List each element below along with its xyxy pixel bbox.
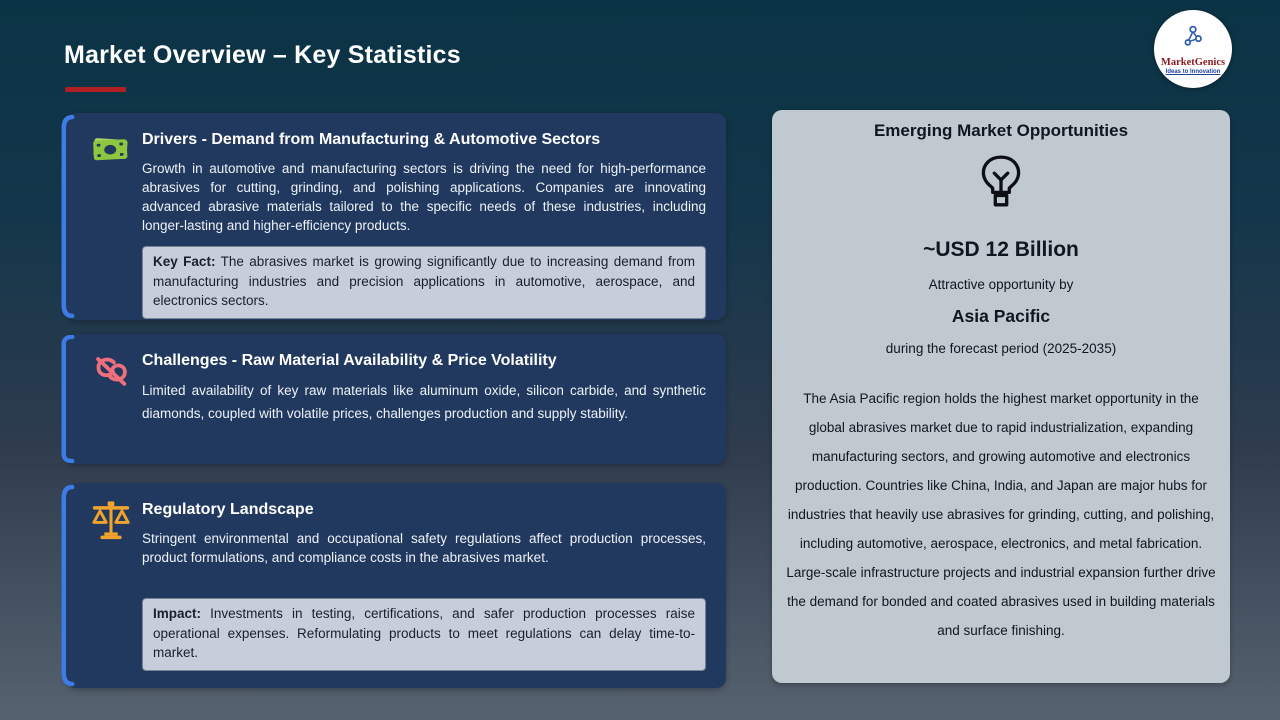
key-fact-callout xyxy=(142,246,706,319)
panel-title: Emerging Market Opportunities xyxy=(873,121,1129,140)
card-challenges xyxy=(66,334,726,464)
page-title: Market Overview – Key Statistics xyxy=(64,41,461,69)
card-drivers-title: Drivers - Demand from Manufacturing & Automotive Sectors xyxy=(142,131,601,148)
card-accent-bracket xyxy=(60,335,75,463)
card-regulatory-body: Stringent environmental and occupational safety regulations affect production processes, product formulations, and compliance costs in the abrasives market. xyxy=(142,531,706,565)
card-drivers-body: Growth in automotive and manufacturing sectors is driving the need for high-performance abrasives for cutting, grinding, and polishing applications. Companies are innovating advanced abrasive materials tailored to the specific needs of these industries, including longer-lasting and higher-efficiency products. xyxy=(142,161,706,233)
card-challenges-body: Limited availability of key raw materials like aluminum oxide, silicon carbide, and synthetic diamonds, coupled with volatile prices, challenges production and supply stability. xyxy=(142,383,706,421)
marketgenics-logo xyxy=(1154,10,1232,88)
opportunity-period: during the forecast period (2025-2035) xyxy=(885,341,1117,356)
callout-label: Key Fact: xyxy=(153,254,216,269)
opportunity-description: The Asia Pacific region holds the highest market opportunity in the global abrasives market due to rapid industrialization, expanding manufacturing sectors, and growing automotive and electronics production. Countries like China, India, and Japan are major hubs for industries that heavily use abrasives for grinding, cutting, and polishing, including automotive, aerospace, electronics, and metal fabrication. Large-scale infrastructure projects and industrial expansion further drive the demand for bonded and coated abrasives used in building materials and surface finishing. xyxy=(786,391,1216,638)
knot-slash-icon xyxy=(90,350,130,390)
banknote-icon xyxy=(90,129,130,169)
callout-text: Investments in testing, certifications, and safer production processes raise operational expenses. Reformulating products to meet regulations can delay time-to-market. xyxy=(153,606,695,660)
card-accent-bracket xyxy=(60,114,75,319)
opportunity-subtitle: Attractive opportunity by xyxy=(928,277,1074,292)
emerging-opportunities-panel xyxy=(772,110,1230,683)
card-challenges-title: Challenges - Raw Material Availability & Price Volatility xyxy=(142,352,557,369)
scales-icon xyxy=(90,499,130,539)
card-accent-bracket xyxy=(60,484,75,687)
callout-text: The abrasives market is growing significantly due to increasing demand from manufacturing industries and precision applications in automotive, aerospace, and electronics sectors. xyxy=(153,254,695,308)
logo-tagline: Ideas to Innovation xyxy=(1165,68,1221,75)
card-drivers xyxy=(66,113,726,320)
title-accent-rule xyxy=(65,87,126,92)
lightbulb-icon xyxy=(772,153,1230,216)
molecule-network-icon xyxy=(1180,24,1206,55)
opportunity-value: ~USD 12 Billion xyxy=(923,238,1079,261)
logo-name: MarketGenics xyxy=(1160,56,1226,68)
opportunity-region: Asia Pacific xyxy=(951,306,1051,326)
card-regulatory-title: Regulatory Landscape xyxy=(142,501,314,518)
impact-callout xyxy=(142,598,706,671)
callout-label: Impact: xyxy=(153,606,202,621)
card-regulatory xyxy=(66,483,726,688)
